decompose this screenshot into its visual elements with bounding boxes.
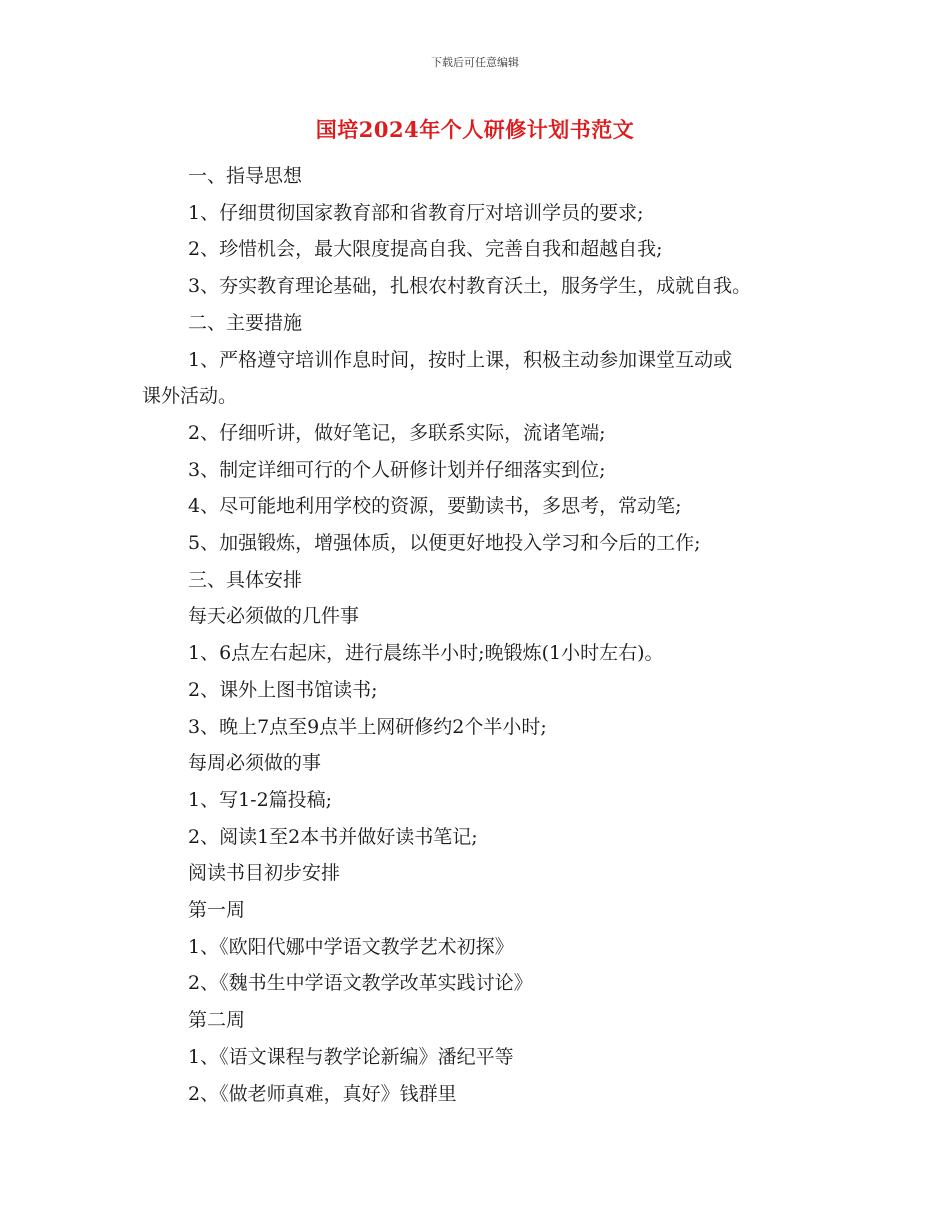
line-0: 一、指导思想 [188,165,303,187]
line-10: 5、加强锻炼，增强体质，以便更好地投入学习和今后的工作; [188,532,701,555]
line-6: 课外活动。 [142,385,238,408]
line-21: 1、《欧阳代娜中学语文教学艺术初探》 [188,935,514,958]
line-5: 1、严格遵守培训作息时间，按时上课，积极主动参加课堂互动或 [188,348,733,371]
document-title: 国培2024年个人研修计划书范文 [315,117,635,142]
line-13: 1、6点左右起床，进行晨练半小时;晚锻炼(1小时左右)。 [188,642,664,665]
page-header: 下载后可任意编辑 [431,56,519,69]
line-14: 2、课外上图书馆读书; [188,678,378,701]
line-17: 1、写1-2篇投稿; [188,788,333,811]
line-9: 4、尽可能地利用学校的资源，要勤读书，多思考，常动笔; [188,495,682,518]
line-19: 阅读书目初步安排 [188,862,341,885]
line-24: 1、《语文课程与教学论新编》潘纪平等 [188,1045,514,1068]
line-8: 3、制定详细可行的个人研修计划并仔细落实到位; [188,458,606,481]
line-18: 2、阅读1至2本书并做好读书笔记; [188,825,478,848]
line-2: 2、珍惜机会，最大限度提高自我、完善自我和超越自我; [188,238,663,261]
line-4: 二、主要措施 [188,311,303,334]
line-20: 第一周 [188,899,246,922]
line-25: 2、《做老师真难，真好》钱群里 [188,1082,457,1105]
line-22: 2、《魏书生中学语文教学改革实践讨论》 [188,972,533,995]
line-16: 每周必须做的事 [188,752,322,775]
line-23: 第二周 [188,1009,246,1032]
line-15: 3、晚上7点至9点半上网研修约2个半小时; [188,715,547,738]
line-12: 每天必须做的几件事 [188,605,360,628]
line-7: 2、仔细听讲，做好笔记，多联系实际，流诸笔端; [188,421,606,444]
line-1: 1、仔细贯彻国家教育部和省教育厅对培训学员的要求; [188,201,644,224]
document-body [142,158,822,1112]
line-3: 3、夯实教育理论基础，扎根农村教育沃土，服务学生，成就自我。 [188,275,752,298]
line-11: 三、具体安排 [188,568,303,591]
